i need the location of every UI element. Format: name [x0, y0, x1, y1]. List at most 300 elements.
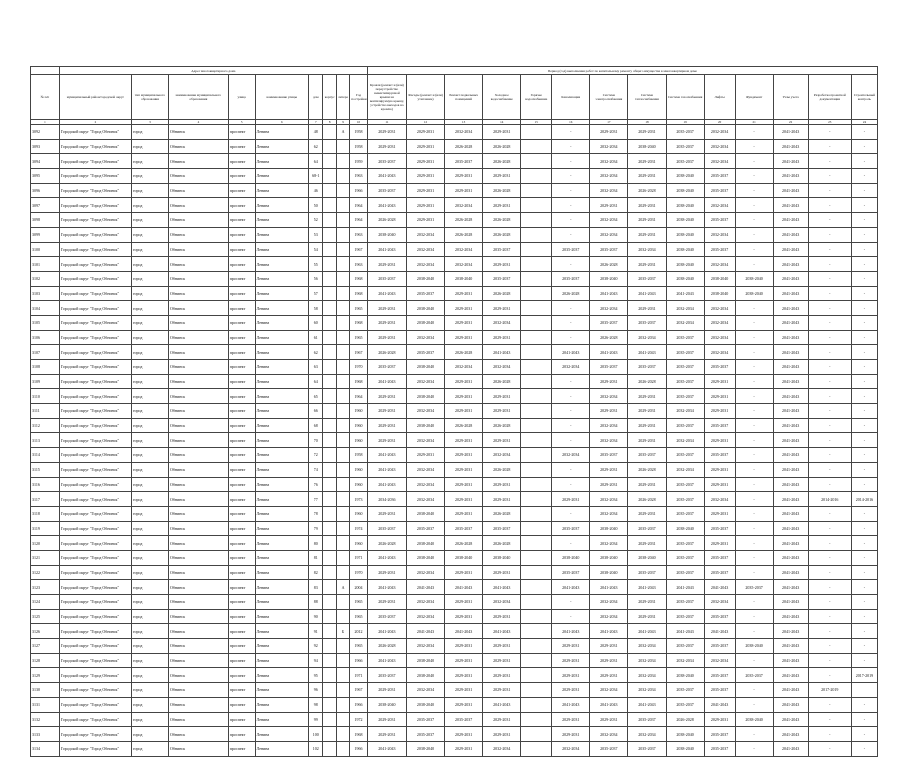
- letter-cell: [336, 492, 349, 507]
- period-cell: 2035-2037: [590, 315, 628, 330]
- period-cell: 2026-2028: [367, 536, 406, 551]
- build-year-cell: 1960: [350, 418, 368, 433]
- period-cell: -: [735, 521, 773, 536]
- column-header: № п/п: [31, 75, 60, 120]
- period-cell: 2035-2037: [367, 183, 406, 198]
- street-name-cell: Ленина: [255, 286, 309, 301]
- column-number: 8: [323, 120, 336, 125]
- hot-water-extra-cell: [521, 595, 552, 610]
- period-cell: 2035-2037: [666, 477, 704, 492]
- table-row: [31, 536, 878, 551]
- municipality-name-cell: Обнинск: [169, 374, 229, 389]
- table-row: [31, 639, 878, 654]
- period-cell: 2029-2031: [406, 139, 444, 154]
- row-number-cell: 3093: [31, 139, 60, 154]
- period-cell: 2029-2031: [445, 389, 483, 404]
- period-cell: -: [851, 550, 877, 565]
- hot-water-extra-cell: [521, 315, 552, 330]
- row-number-cell: 3128: [31, 653, 60, 668]
- build-year-cell: 1965: [350, 330, 368, 345]
- period-cell: 2041-2043: [666, 580, 704, 595]
- period-cell: 2035-2037: [704, 169, 735, 184]
- period-cell: 2029-2031: [483, 169, 521, 184]
- period-cell: -: [808, 697, 851, 712]
- municipality-type-cell: город: [131, 433, 168, 448]
- period-cell: -: [851, 580, 877, 595]
- column-number: 13: [445, 120, 483, 125]
- table-row: [31, 580, 878, 595]
- period-cell: 2035-2037: [704, 550, 735, 565]
- period-cell: 2035-2037: [445, 154, 483, 169]
- period-cell: 2032-2034: [590, 227, 628, 242]
- street-type-cell: проспект: [228, 374, 255, 389]
- row-number-cell: 3125: [31, 609, 60, 624]
- period-cell: 2032-2034: [666, 433, 704, 448]
- period-cell: 2035-2037: [628, 741, 666, 756]
- period-cell: -: [735, 653, 773, 668]
- period-cell: -: [851, 198, 877, 213]
- table-row: [31, 271, 878, 286]
- street-name-cell: Ленина: [255, 301, 309, 316]
- column-number: 1: [31, 120, 60, 125]
- period-cell: -: [552, 506, 590, 521]
- period-cell: 2029-2031: [628, 125, 666, 140]
- period-cell: 2032-2034: [552, 741, 590, 756]
- period-cell: 2029-2031: [628, 433, 666, 448]
- period-cell: 2041-2043: [773, 169, 808, 184]
- building-cell: [323, 580, 336, 595]
- period-cell: 2032-2034: [628, 683, 666, 698]
- period-cell: 2041-2043: [590, 697, 628, 712]
- table-row: [31, 213, 878, 228]
- hot-water-extra-cell: [521, 125, 552, 140]
- period-cell: 2035-2037: [590, 242, 628, 257]
- period-cell: 2029-2031: [445, 462, 483, 477]
- period-cell: 2032-2034: [406, 374, 444, 389]
- row-number-cell: 3100: [31, 242, 60, 257]
- period-cell: 2041-2043: [367, 653, 406, 668]
- build-year-cell: 1974: [350, 521, 368, 536]
- letter-cell: [336, 521, 349, 536]
- building-cell: [323, 624, 336, 639]
- period-cell: 2032-2034: [445, 257, 483, 272]
- period-cell: 2032-2034: [666, 653, 704, 668]
- period-cell: -: [735, 697, 773, 712]
- street-type-cell: проспект: [228, 683, 255, 698]
- period-cell: -: [851, 565, 877, 580]
- period-cell: 2041-2043: [483, 345, 521, 360]
- build-year-cell: 1964: [350, 389, 368, 404]
- period-cell: -: [552, 213, 590, 228]
- street-type-cell: проспект: [228, 727, 255, 742]
- period-cell: -: [851, 360, 877, 375]
- letter-cell: [336, 477, 349, 492]
- building-cell: [323, 360, 336, 375]
- period-cell: 2035-2037: [666, 506, 704, 521]
- letter-cell: [336, 315, 349, 330]
- street-name-cell: Ленина: [255, 683, 309, 698]
- table-row: [31, 198, 878, 213]
- period-cell: 2038-2040: [666, 257, 704, 272]
- street-name-cell: Ленина: [255, 271, 309, 286]
- hot-water-extra-cell: [521, 565, 552, 580]
- period-cell: 2038-2040: [367, 227, 406, 242]
- house-cell: 83: [309, 580, 323, 595]
- period-cell: 2041-2043: [704, 580, 735, 595]
- period-cell: 2026-2028: [628, 492, 666, 507]
- period-cell: -: [851, 477, 877, 492]
- letter-cell: [336, 389, 349, 404]
- house-cell: 57: [309, 286, 323, 301]
- table-row: [31, 683, 878, 698]
- municipality-name-cell: Обнинск: [169, 433, 229, 448]
- district-cell: Городской округ "Город Обнинск": [59, 374, 131, 389]
- period-cell: 2041-2043: [367, 462, 406, 477]
- street-type-cell: проспект: [228, 360, 255, 375]
- period-cell: 2026-2028: [445, 418, 483, 433]
- capital-repair-table-sheet: [30, 66, 878, 757]
- building-cell: [323, 154, 336, 169]
- period-cell: -: [851, 624, 877, 639]
- letter-cell: [336, 154, 349, 169]
- column-header: Система газоснабжения: [666, 75, 704, 120]
- period-cell: -: [735, 183, 773, 198]
- street-name-cell: Ленина: [255, 418, 309, 433]
- period-cell: 2029-2031: [483, 301, 521, 316]
- street-type-cell: проспект: [228, 257, 255, 272]
- period-cell: 2041-2043: [483, 580, 521, 595]
- table-row: [31, 330, 878, 345]
- period-cell: 2032-2034: [483, 595, 521, 610]
- period-cell: 2038-2040: [628, 139, 666, 154]
- period-cell: -: [735, 330, 773, 345]
- period-cell: 2035-2037: [367, 609, 406, 624]
- row-number-cell: 3129: [31, 668, 60, 683]
- table-row: [31, 521, 878, 536]
- period-cell: 2029-2031: [628, 301, 666, 316]
- district-cell: Городской округ "Город Обнинск": [59, 697, 131, 712]
- table-row: [31, 404, 878, 419]
- table-row: [31, 668, 878, 683]
- period-cell: 2032-2034: [406, 227, 444, 242]
- period-cell: 2029-2031: [367, 712, 406, 727]
- period-cell: -: [851, 404, 877, 419]
- row-number-cell: 3118: [31, 506, 60, 521]
- period-cell: 2029-2031: [406, 125, 444, 140]
- municipality-type-cell: город: [131, 125, 168, 140]
- period-cell: 2029-2031: [483, 389, 521, 404]
- street-name-cell: Ленина: [255, 506, 309, 521]
- building-cell: [323, 653, 336, 668]
- period-cell: 2029-2031: [552, 639, 590, 654]
- letter-cell: [336, 198, 349, 213]
- column-header: Строительный контроль: [851, 75, 877, 120]
- table-row: [31, 697, 878, 712]
- period-cell: 2041-2043: [773, 550, 808, 565]
- period-cell: 2029-2031: [367, 139, 406, 154]
- table-row: [31, 477, 878, 492]
- street-type-cell: проспект: [228, 653, 255, 668]
- street-name-cell: Ленина: [255, 257, 309, 272]
- period-cell: 2032-2034: [590, 389, 628, 404]
- municipality-name-cell: Обнинск: [169, 624, 229, 639]
- build-year-cell: 1971: [350, 668, 368, 683]
- street-name-cell: Ленина: [255, 712, 309, 727]
- period-cell: 2032-2034: [483, 741, 521, 756]
- period-cell: 2041-2043: [590, 624, 628, 639]
- period-cell: 2029-2031: [704, 404, 735, 419]
- period-cell: 2029-2031: [445, 374, 483, 389]
- column-number: 24: [851, 120, 877, 125]
- house-cell: 81: [309, 550, 323, 565]
- period-cell: 2029-2031: [445, 639, 483, 654]
- period-cell: 2041-2043: [773, 697, 808, 712]
- period-cell: 2035-2037: [666, 360, 704, 375]
- table-row: [31, 433, 878, 448]
- period-cell: 2041-2043: [773, 609, 808, 624]
- period-cell: -: [808, 404, 851, 419]
- row-number-cell: 3110: [31, 389, 60, 404]
- street-type-cell: проспект: [228, 389, 255, 404]
- street-name-cell: Ленина: [255, 624, 309, 639]
- period-cell: 2029-2031: [704, 477, 735, 492]
- district-cell: Городской округ "Город Обнинск": [59, 389, 131, 404]
- row-number-cell: 3115: [31, 462, 60, 477]
- period-cell: 2029-2031: [628, 154, 666, 169]
- period-cell: 2032-2034: [666, 404, 704, 419]
- hot-water-extra-cell: [521, 653, 552, 668]
- period-cell: -: [808, 727, 851, 742]
- hot-water-extra-cell: [521, 727, 552, 742]
- period-cell: 2041-2043: [367, 624, 406, 639]
- period-cell: -: [735, 609, 773, 624]
- street-type-cell: проспект: [228, 712, 255, 727]
- period-group-header: Период (год) выполнения работ по капитальному ремонту общего имущества в многоквартирном доме: [367, 67, 877, 75]
- period-cell: 2038-2040: [406, 668, 444, 683]
- period-cell: -: [735, 492, 773, 507]
- building-cell: [323, 301, 336, 316]
- period-cell: 2038-2040: [666, 727, 704, 742]
- street-name-cell: Ленина: [255, 183, 309, 198]
- street-name-cell: Ленина: [255, 492, 309, 507]
- period-cell: 2035-2037: [704, 609, 735, 624]
- period-cell: 2032-2034: [666, 301, 704, 316]
- table-row: [31, 374, 878, 389]
- municipality-type-cell: город: [131, 653, 168, 668]
- period-cell: 2029-2031: [445, 727, 483, 742]
- build-year-cell: 1967: [350, 345, 368, 360]
- house-cell: 50: [309, 198, 323, 213]
- row-number-cell: 3133: [31, 727, 60, 742]
- period-cell: 2032-2034: [628, 639, 666, 654]
- period-cell: 2029-2031: [590, 462, 628, 477]
- period-cell: 2026-2028: [445, 213, 483, 228]
- period-cell: 2032-2034: [704, 653, 735, 668]
- period-cell: 2038-2040: [628, 550, 666, 565]
- period-cell: 2035-2037: [704, 360, 735, 375]
- period-cell: 2032-2034: [590, 609, 628, 624]
- municipality-type-cell: город: [131, 521, 168, 536]
- municipality-name-cell: Обнинск: [169, 213, 229, 228]
- house-cell: 63: [309, 360, 323, 375]
- period-cell: 2041-2043: [367, 448, 406, 463]
- row-number-cell: 3103: [31, 286, 60, 301]
- period-cell: -: [808, 580, 851, 595]
- house-cell: 100: [309, 727, 323, 742]
- municipality-type-cell: город: [131, 697, 168, 712]
- municipality-type-cell: город: [131, 712, 168, 727]
- period-cell: 2038-2040: [704, 271, 735, 286]
- period-cell: 2029-2031: [590, 404, 628, 419]
- letter-cell: [336, 183, 349, 198]
- period-cell: -: [735, 727, 773, 742]
- period-cell: -: [851, 741, 877, 756]
- period-cell: 2029-2031: [628, 506, 666, 521]
- period-cell: -: [851, 536, 877, 551]
- house-cell: 64: [309, 374, 323, 389]
- street-type-cell: проспект: [228, 154, 255, 169]
- period-cell: 2032-2034: [406, 565, 444, 580]
- period-cell: 2029-2031: [483, 683, 521, 698]
- period-cell: 2029-2031: [367, 315, 406, 330]
- street-type-cell: проспект: [228, 565, 255, 580]
- period-cell: -: [808, 418, 851, 433]
- municipality-name-cell: Обнинск: [169, 301, 229, 316]
- letter-cell: [336, 668, 349, 683]
- period-cell: 2035-2037: [704, 521, 735, 536]
- build-year-cell: 1966: [350, 653, 368, 668]
- period-cell: 2038-2040: [367, 697, 406, 712]
- street-type-cell: проспект: [228, 315, 255, 330]
- street-name-cell: Ленина: [255, 242, 309, 257]
- building-cell: [323, 609, 336, 624]
- period-cell: 2029-2031: [483, 668, 521, 683]
- building-cell: [323, 565, 336, 580]
- column-header: дом: [309, 75, 323, 120]
- period-cell: 2029-2031: [590, 374, 628, 389]
- period-cell: 2032-2034: [590, 301, 628, 316]
- house-cell: 58: [309, 301, 323, 316]
- house-cell: 72: [309, 448, 323, 463]
- period-cell: -: [808, 653, 851, 668]
- period-cell: 2029-2031: [483, 712, 521, 727]
- column-header: муниципальный район/городской округ: [59, 75, 131, 120]
- period-cell: 2041-2043: [406, 624, 444, 639]
- column-number: 20: [704, 120, 735, 125]
- table-row: [31, 712, 878, 727]
- column-number: 23: [808, 120, 851, 125]
- period-cell: 2041-2043: [773, 271, 808, 286]
- row-number-cell: 3132: [31, 712, 60, 727]
- municipality-name-cell: Обнинск: [169, 242, 229, 257]
- period-cell: 2041-2043: [628, 580, 666, 595]
- period-cell: 2032-2034: [406, 242, 444, 257]
- period-cell: 2029-2031: [445, 609, 483, 624]
- street-name-cell: Ленина: [255, 330, 309, 345]
- row-number-cell: 3099: [31, 227, 60, 242]
- table-row: [31, 389, 878, 404]
- build-year-cell: 1964: [350, 213, 368, 228]
- period-cell: 2029-2031: [483, 125, 521, 140]
- column-number: 11: [367, 120, 406, 125]
- period-cell: 2041-2043: [773, 668, 808, 683]
- period-cell: 2032-2034: [445, 242, 483, 257]
- period-cell: 2029-2031: [704, 506, 735, 521]
- period-cell: 2029-2031: [406, 198, 444, 213]
- period-cell: 2038-2040: [590, 271, 628, 286]
- build-year-cell: 1958: [350, 448, 368, 463]
- period-cell: 2029-2031: [483, 433, 521, 448]
- period-cell: -: [851, 286, 877, 301]
- table-body: [31, 125, 878, 757]
- street-name-cell: Ленина: [255, 580, 309, 595]
- municipality-type-cell: город: [131, 418, 168, 433]
- period-cell: 2026-2028: [367, 213, 406, 228]
- municipality-name-cell: Обнинск: [169, 506, 229, 521]
- municipality-type-cell: город: [131, 169, 168, 184]
- municipality-name-cell: Обнинск: [169, 198, 229, 213]
- period-cell: -: [552, 418, 590, 433]
- street-name-cell: Ленина: [255, 169, 309, 184]
- build-year-cell: 1971: [350, 550, 368, 565]
- row-number-cell: 3122: [31, 565, 60, 580]
- district-cell: Городской округ "Город Обнинск": [59, 565, 131, 580]
- period-cell: 2035-2037: [406, 345, 444, 360]
- column-header: Год постройки: [350, 75, 368, 120]
- period-cell: 2029-2031: [590, 653, 628, 668]
- municipality-type-cell: город: [131, 727, 168, 742]
- district-cell: Городской округ "Город Обнинск": [59, 242, 131, 257]
- building-cell: [323, 448, 336, 463]
- hot-water-extra-cell: [521, 139, 552, 154]
- building-cell: [323, 286, 336, 301]
- column-number: 10: [350, 120, 368, 125]
- period-cell: 2014-2016: [851, 492, 877, 507]
- building-cell: [323, 242, 336, 257]
- period-cell: 2035-2037: [704, 683, 735, 698]
- period-cell: 2029-2031: [628, 595, 666, 610]
- period-cell: -: [851, 595, 877, 610]
- period-cell: 2029-2031: [367, 418, 406, 433]
- street-name-cell: Ленина: [255, 462, 309, 477]
- street-name-cell: Ленина: [255, 697, 309, 712]
- period-cell: 2041-2043: [773, 389, 808, 404]
- period-cell: 2041-2043: [773, 360, 808, 375]
- letter-cell: [336, 741, 349, 756]
- period-cell: -: [735, 565, 773, 580]
- period-cell: 2032-2034: [628, 242, 666, 257]
- period-cell: 2041-2043: [666, 624, 704, 639]
- period-cell: 2041-2043: [367, 286, 406, 301]
- municipality-type-cell: город: [131, 271, 168, 286]
- period-cell: 2041-2043: [773, 301, 808, 316]
- building-cell: [323, 712, 336, 727]
- period-cell: 2029-2031: [483, 404, 521, 419]
- street-type-cell: проспект: [228, 521, 255, 536]
- period-cell: 2035-2037: [666, 697, 704, 712]
- house-cell: 56: [309, 271, 323, 286]
- period-cell: -: [552, 198, 590, 213]
- hot-water-extra-cell: [521, 389, 552, 404]
- hot-water-extra-cell: [521, 521, 552, 536]
- municipality-type-cell: город: [131, 404, 168, 419]
- municipality-type-cell: город: [131, 139, 168, 154]
- period-cell: 2032-2034: [445, 125, 483, 140]
- period-cell: 2029-2031: [367, 330, 406, 345]
- row-number-cell: 3101: [31, 257, 60, 272]
- period-cell: -: [735, 389, 773, 404]
- letter-cell: [336, 286, 349, 301]
